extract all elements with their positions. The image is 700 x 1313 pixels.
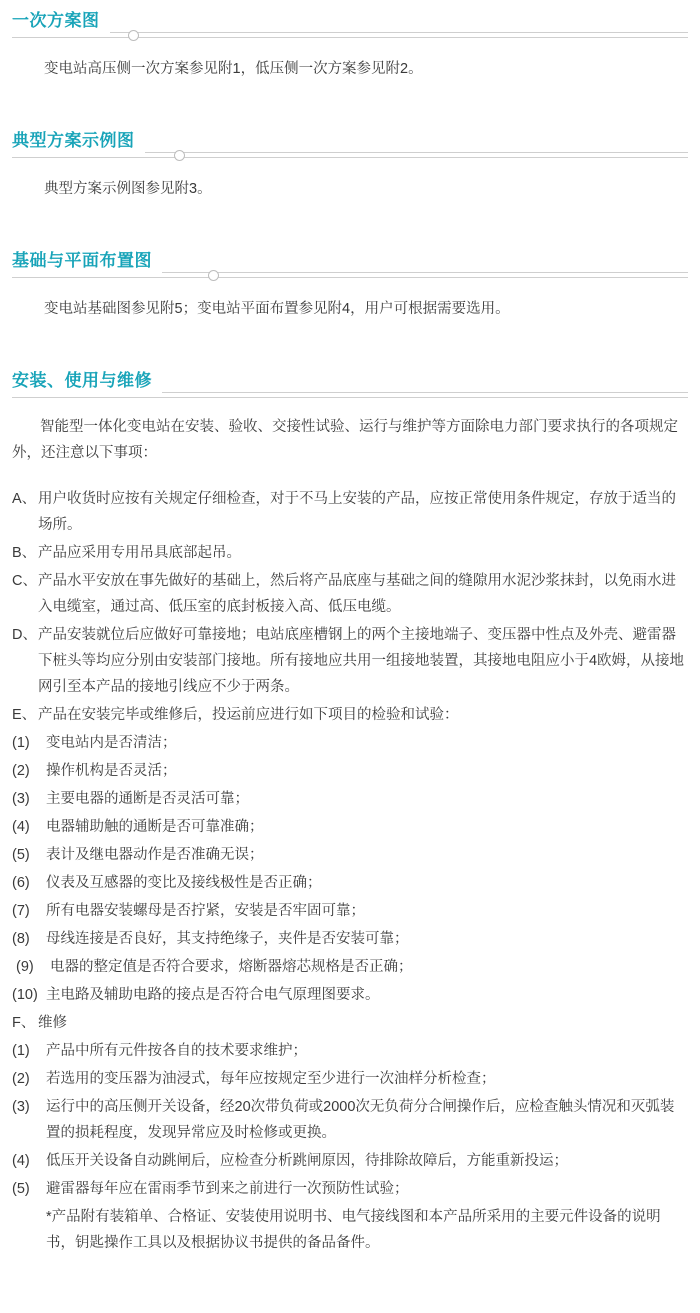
list-item-marker: (7) [12,903,30,919]
list-item-text: 所有电器安装螺母是否拧紧，安装是否牢固可靠； [46,903,365,919]
section-heading-foundation-and-layout-diagram [12,248,688,282]
list-item-text: 运行中的高压侧开关设备，经20次带负荷或2000次无负荷分合闸操作后，应检查触头情况和灭弧装置的损耗程度，发现异常应及时检修或更换。 [46,1099,675,1141]
section-title: 典型方案示例图 [12,128,145,154]
list-item-marker: D、 [12,627,37,643]
list-item [12,622,688,700]
list-item [12,1148,688,1174]
list-item [12,1094,688,1146]
section-title: 基础与平面布置图 [12,248,162,274]
list-item-marker: (3) [12,791,30,807]
list-item [12,702,688,728]
list-item [12,758,688,784]
list-item-marker: (10) [12,987,38,1003]
section-title: 安装、使用与维修 [12,368,162,394]
list-item-text: 变电站内是否清洁； [46,735,177,751]
list-item-marker: (1) [12,735,30,751]
list-item-text: 产品应采用专用吊具底部起吊。 [38,545,241,561]
spacer [12,466,688,484]
list-item-text: 操作机构是否灵活； [46,763,177,779]
list-item-text: 避雷器每年应在雷雨季节到来之前进行一次预防性试验； [46,1181,409,1197]
list-item-marker: A、 [12,491,37,507]
section-body-foundation-and-layout-diagram: 变电站基础图参见附5；变电站平面布置参见附4，用户可根据需要选用。 [44,301,510,317]
intro-paragraph: 智能型一体化变电站在安装、验收、交接性试验、运行与维护等方面除电力部门要求执行的各项规定外，还注意以下事项： [12,419,678,461]
list-item-marker: (2) [12,763,30,779]
list-item-text: 主要电器的通断是否灵活可靠； [46,791,249,807]
list-item-text: 电器辅助触的通断是否可靠准确； [46,819,264,835]
list-item [12,926,688,952]
list-item-marker: (2) [12,1071,30,1087]
list-item-marker: (4) [12,1153,30,1169]
list-item-text: 主电路及辅助电路的接点是否符合电气原理图要求。 [46,987,380,1003]
list-item-text: 仪表及互感器的变比及接线极性是否正确； [46,875,322,891]
list-item-text: 产品安装就位后应做好可靠接地；电站底座槽钢上的两个主接地端子、变压器中性点及外壳、避雷器下桩头等均应分别由安装部门接地。所有接地应共用一组接地装置，其接地电阻应小于4欧姆，从接地网引至本产品的接地引线应不少于两条。 [38,627,685,695]
list-item-marker: (6) [12,875,30,891]
list-item-text: 产品水平安放在事先做好的基础上，然后将产品底座与基础之间的缝隙用水泥沙浆抹封，以免雨水进入电缆室，通过高、低压室的底封板接入高、低压电缆。 [38,573,676,615]
section-body-primary-scheme-diagram: 变电站高压侧一次方案参见附1，低压侧一次方案参见附2。 [44,61,423,77]
list-item-marker: E、 [12,707,37,723]
section-title: 一次方案图 [12,8,110,34]
list-item [12,486,688,538]
list-item [12,1066,688,1092]
list-item [12,842,688,868]
list-item-marker: (1) [12,1043,30,1059]
list-item-text: 用户收货时应按有关规定仔细检查，对于不马上安装的产品，应按正常使用条件规定，存放于适当的场所。 [38,491,676,533]
heading-rule-dot [174,150,185,161]
list-item-marker: (8) [12,931,30,947]
heading-rule-line-bottom [12,397,688,398]
list-item-text: 若选用的变压器为油浸式，每年应按规定至少进行一次油样分析检查； [46,1071,496,1087]
list-item [12,1176,688,1202]
list-item [12,730,688,756]
list-item-text: 产品在安装完毕或维修后，投运前应进行如下项目的检验和试验： [38,707,459,723]
list-item-text: 维修 [38,1015,67,1031]
list-item [12,814,688,840]
section-heading-primary-scheme-diagram [12,8,688,42]
list-item-text: 电器的整定值是否符合要求，熔断器熔芯规格是否正确； [50,959,413,975]
spacer [12,322,688,368]
list-item [12,1038,688,1064]
list-item-marker: (9) [16,959,34,975]
heading-rule-dot [128,30,139,41]
list-item [12,786,688,812]
list-item-marker: B、 [12,545,37,561]
heading-rule-line-bottom [12,37,688,38]
list-item-marker: F、 [12,1015,36,1031]
list-item-text: 表计及继电器动作是否准确无误； [46,847,264,863]
list-item-marker: (5) [12,847,30,863]
list-item-marker: (3) [12,1099,30,1115]
heading-rule-dot [208,270,219,281]
spacer [12,82,688,128]
list-item-marker: (4) [12,819,30,835]
list-item [12,982,688,1008]
maintenance-heading [12,1010,688,1036]
heading-rule-line-bottom [12,157,688,158]
section-body-typical-scheme-example-diagram: 典型方案示例图参见附3。 [44,181,212,197]
section-heading-typical-scheme-example-diagram [12,128,688,162]
footnote: *产品附有装箱单、合格证、安装使用说明书、电气接线图和本产品所采用的主要元件设备的说明书，钥匙操作工具以及根据协议书提供的备品备件。 [46,1209,661,1251]
list-item [12,540,688,566]
list-item-marker: (5) [12,1181,30,1197]
list-item-text: 低压开关设备自动跳闸后，应检查分析跳闸原因，待排除故障后，方能重新投运； [46,1153,568,1169]
section-heading-installation-use-maintenance [12,368,688,402]
list-item [12,870,688,896]
list-item [12,898,688,924]
list-item-marker: C、 [12,573,37,589]
heading-rule-line-top [12,32,688,33]
list-item [12,954,688,980]
list-item-text: 产品中所有元件按各自的技术要求维护； [46,1043,307,1059]
list-item [12,568,688,620]
list-item-text: 母线连接是否良好，其支持绝缘子，夹件是否安装可靠； [46,931,409,947]
heading-rule [12,32,688,38]
spacer [12,202,688,248]
heading-rule-line-bottom [12,277,688,278]
